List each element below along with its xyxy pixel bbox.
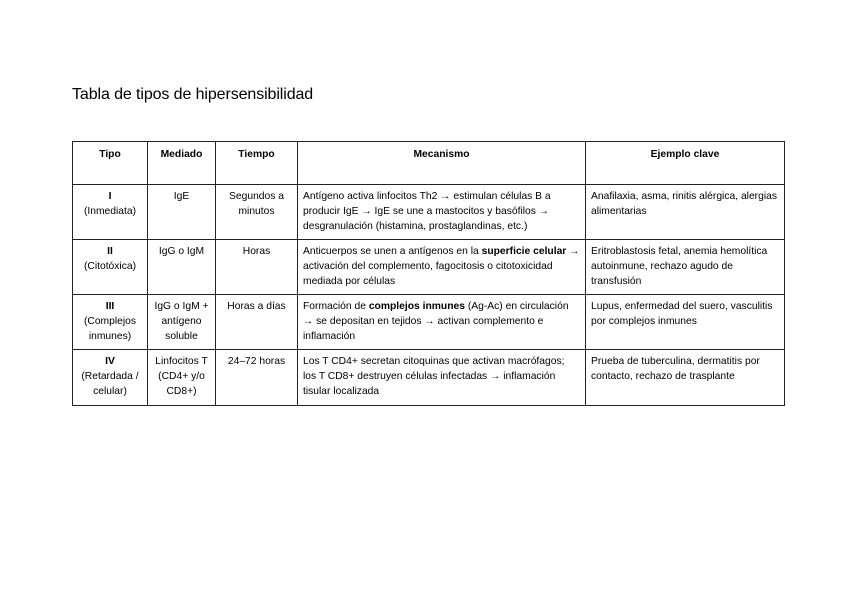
cell-tipo xyxy=(73,185,148,240)
cell-tiempo: Horas a días xyxy=(216,295,298,350)
cell-tiempo: 24–72 horas xyxy=(216,350,298,406)
cell-ejemplo: Anafilaxia, asma, rinitis alérgica, alergias alimentarias xyxy=(586,185,785,240)
table-row xyxy=(73,350,785,406)
tipo-subtitle: (Complejos inmunes) xyxy=(83,316,137,342)
cell-ejemplo: Eritroblastosis fetal, anemia hemolítica autoinmune, rechazo agudo de transfusión xyxy=(586,240,785,295)
table-header-row xyxy=(73,142,785,185)
tipo-subtitle: (Citotóxica) xyxy=(83,261,137,272)
header-tiempo: Tiempo xyxy=(216,142,298,185)
mecanismo-text: Anticuerpos se unen a antígenos en la xyxy=(303,246,482,257)
table-row xyxy=(73,240,785,295)
mecanismo-bold: complejos inmunes xyxy=(368,301,465,312)
mecanismo-text: Antígeno activa linfocitos Th2 → estimulan células B a producir IgE → IgE se une a mastocitos y basófilos → desgranulación (histamina, prostaglandinas, etc.) xyxy=(303,191,551,232)
cell-mecanismo xyxy=(298,295,586,350)
cell-mecanismo xyxy=(298,350,586,406)
cell-mecanismo xyxy=(298,240,586,295)
cell-tipo xyxy=(73,240,148,295)
table-row xyxy=(73,185,785,240)
cell-mediado: IgG o IgM + antígeno soluble xyxy=(148,295,216,350)
header-mediado: Mediado xyxy=(148,142,216,185)
tipo-subtitle: (Retardada / celular) xyxy=(81,371,139,397)
cell-tiempo: Segundos a minutos xyxy=(216,185,298,240)
header-ejemplo: Ejemplo clave xyxy=(586,142,785,185)
mecanismo-bold: superficie celular xyxy=(481,246,567,257)
cell-mediado: IgG o IgM xyxy=(148,240,216,295)
tipo-number: IV xyxy=(105,356,115,367)
cell-mediado: Linfocitos T (CD4+ y/o CD8+) xyxy=(148,350,216,406)
tipo-number: III xyxy=(105,301,115,312)
cell-tipo xyxy=(73,295,148,350)
cell-ejemplo: Lupus, enfermedad del suero, vasculitis por complejos inmunes xyxy=(586,295,785,350)
mecanismo-text: Formación de xyxy=(303,301,369,312)
mecanismo-text-after: (Ag-Ac) en circulación → se depositan en tejidos → activan complemento e inflamación xyxy=(303,301,569,342)
mecanismo-text-after: → activación del complemento, fagocitosis o citotoxicidad mediada por células xyxy=(303,246,580,287)
hypersensitivity-table xyxy=(72,141,785,406)
header-mecanismo: Mecanismo xyxy=(298,142,586,185)
tipo-number: I xyxy=(108,191,112,202)
mecanismo-text: Los T CD4+ secretan citoquinas que activan macrófagos; los T CD8+ destruyen células infectadas → inflamación tisular localizada xyxy=(303,356,565,397)
cell-ejemplo: Prueba de tuberculina, dermatitis por contacto, rechazo de trasplante xyxy=(586,350,785,406)
cell-tipo xyxy=(73,350,148,406)
header-tipo: Tipo xyxy=(73,142,148,185)
table-row xyxy=(73,295,785,350)
page-title: Tabla de tipos de hipersensibilidad xyxy=(72,86,314,103)
tipo-number: II xyxy=(107,246,113,257)
cell-mecanismo xyxy=(298,185,586,240)
cell-mediado: IgE xyxy=(148,185,216,240)
tipo-subtitle: (Inmediata) xyxy=(83,206,137,217)
cell-tiempo: Horas xyxy=(216,240,298,295)
